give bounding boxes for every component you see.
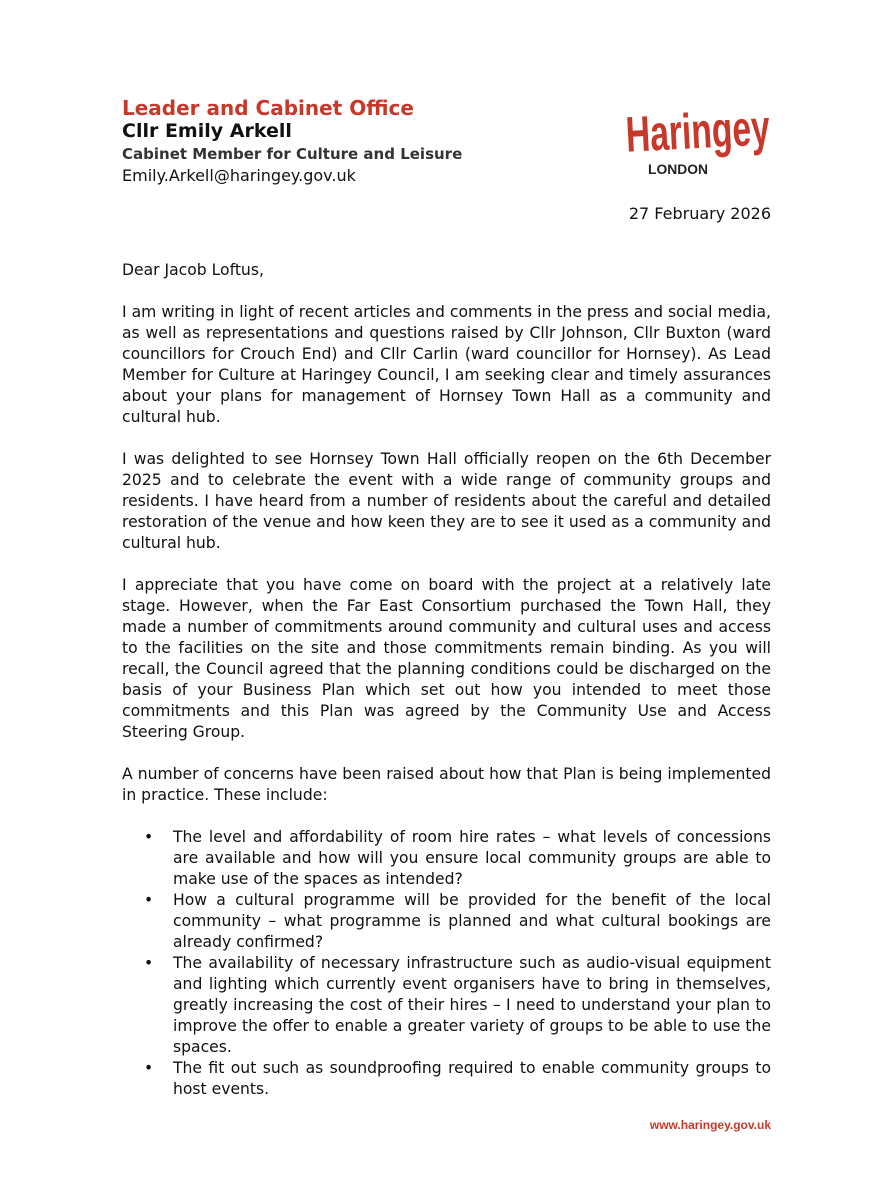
list-item-text: The fit out such as soundproofing required to enable community groups to host events.	[173, 1059, 771, 1098]
sender-email: Emily.Arkell@haringey.gov.uk	[122, 166, 356, 185]
haringey-logo	[624, 95, 841, 178]
list-item-text: The availability of necessary infrastructure such as audio-visual equipment and lighting which currently event organisers have to bring in themselves, greatly increasing the cost of their hires – I need to understand your plan to improve the offer to enable a greater variety of groups to be able to use the spaces.	[173, 954, 771, 1056]
letter-date: 27 February 2026	[628, 204, 771, 223]
paragraph: A number of concerns have been raised about how that Plan is being implemented in practice. These include:	[122, 765, 771, 804]
letterhead	[122, 96, 462, 187]
letter-body	[122, 260, 771, 1100]
bullet-icon: •	[144, 1059, 154, 1077]
bullet-icon: •	[144, 828, 154, 846]
concerns-list	[122, 827, 771, 1100]
list-item	[122, 890, 771, 953]
list-item	[122, 953, 771, 1058]
salutation: Dear Jacob Loftus,	[122, 261, 264, 279]
bullet-icon: •	[144, 891, 154, 909]
sender-name: Cllr Emily Arkell	[122, 120, 292, 142]
logo-wordmark: Haringey	[624, 95, 841, 163]
list-item	[122, 827, 771, 890]
list-item	[122, 1058, 771, 1100]
paragraph: I am writing in light of recent articles and comments in the press and social media, as well as representations and questions raised by Cllr Johnson, Cllr Buxton (ward councillors for Crouch End) and Cllr Carlin (ward councillor for Hornsey). As Lead Member for Culture at Haringey Council, I am seeking clear and timely assurances about your plans for management of Hornsey Town Hall as a community and cultural hub.	[122, 303, 771, 426]
list-item-text: The level and affordability of room hire rates – what levels of concessions are available and how will you ensure local community groups are able to make use of the spaces as intended?	[173, 828, 771, 888]
sender-role: Cabinet Member for Culture and Leisure	[122, 145, 463, 163]
list-item-text: How a cultural programme will be provided for the benefit of the local community – what programme is planned and what cultural bookings are already confirmed?	[173, 891, 771, 951]
logo-subtitle: LONDON	[648, 161, 708, 177]
haringey-logo-graphic	[624, 95, 841, 178]
paragraph: I appreciate that you have come on board with the project at a relatively late stage. However, when the Far East Consortium purchased the Town Hall, they made a number of commitments around community and cultural uses and access to the facilities on the site and those commitments remain binding. As you will recall, the Council agreed that the planning conditions could be discharged on the basis of your Business Plan which set out how you intended to meet those commitments and this Plan was agreed by the Community Use and Access Steering Group.	[122, 576, 771, 741]
bullet-icon: •	[144, 954, 154, 972]
paragraph: I was delighted to see Hornsey Town Hall officially reopen on the 6th December 2025 and to celebrate the event with a wide range of community groups and residents. I have heard from a number of residents about the careful and detailed restoration of the venue and how keen they are to see it used as a community and cultural hub.	[122, 450, 771, 552]
website-link[interactable]: www.haringey.gov.uk	[649, 1118, 771, 1132]
office-title: Leader and Cabinet Office	[122, 96, 414, 120]
